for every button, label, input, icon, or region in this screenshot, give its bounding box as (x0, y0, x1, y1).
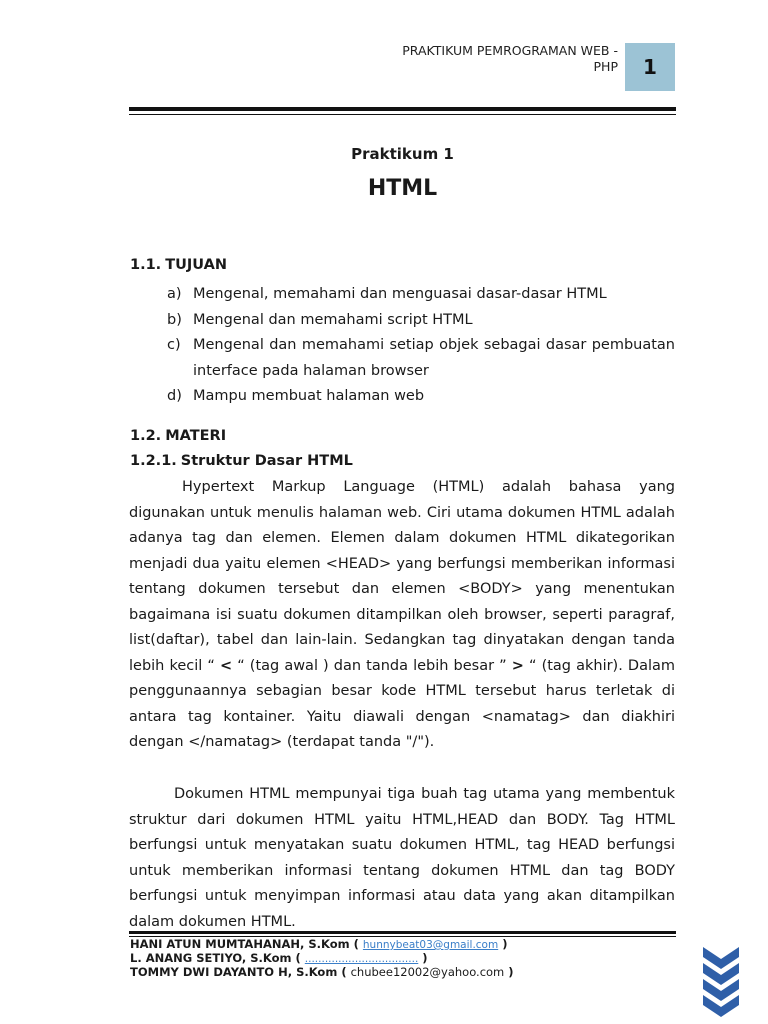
subsection-heading-struktur (130, 453, 353, 469)
author-close: ) (498, 937, 508, 951)
paragraph-text: Hypertext Markup Language (HTML) adalah bahasa yang digunakan untuk menulis halaman web. Ciri utama dokumen HTML adalah adanya tag dan elemen. Elemen dalam dokumen HTML dikategorikan menjadi dua yaitu elemen <HEAD> yang berfungsi memberikan informasi tentang dokumen tersebut dan elemen <BODY> yang menentukan bagaimana isi suatu dokumen ditampilkan oleh browser, seperti paragraf, list(daftar), tabel dan lain-lain. Sedangkan tag dinyatakan dengan tanda lebih kecil “ (129, 479, 675, 674)
author-close: ) (418, 951, 428, 965)
subsection-number: 1.2.1. (130, 453, 177, 469)
list-item-text: Mampu membuat halaman web (193, 388, 425, 404)
author-close: ) (504, 965, 514, 979)
list-item (167, 282, 675, 308)
paragraph-text: “ (tag awal ) dan tanda lebih besar ” (232, 657, 512, 674)
header-rule-thick (129, 107, 676, 111)
list-item-text: Mengenal dan memahami setiap objek sebagai dasar pembuatan interface pada halaman browser (193, 337, 675, 379)
header-rule-thin (129, 114, 676, 115)
author-email: chubee12002@yahoo.com (350, 965, 505, 979)
section-heading-tujuan (130, 257, 227, 273)
document-title: HTML (367, 176, 438, 201)
less-than-symbol: < (219, 657, 233, 674)
author-name: HANI ATUN MUMTAHANAH, S.Kom ( (130, 937, 359, 951)
chevron-down-decoration-icon (703, 947, 739, 1023)
footer-rule-thick (129, 931, 676, 934)
list-marker: b) (167, 311, 182, 328)
author-name: L. ANANG SETIYO, S.Kom ( (130, 951, 301, 965)
author-line (130, 966, 514, 979)
list-item (167, 308, 675, 334)
running-header-line-2: PHP (593, 59, 618, 74)
paragraph-html-intro (129, 475, 675, 756)
page-number: 1 (643, 55, 657, 79)
section-number: 1.2. (130, 428, 162, 444)
author-footer (130, 938, 514, 979)
running-header-line-1: PRAKTIKUM PEMROGRAMAN WEB - (402, 43, 618, 58)
list-item-text: Mengenal dan memahami script HTML (193, 311, 473, 328)
author-email-link[interactable]: .................................. (304, 953, 419, 965)
author-name: TOMMY DWI DAYANTO H, S.Kom ( (130, 965, 347, 979)
section-heading-materi (130, 428, 226, 444)
list-marker: c) (167, 337, 181, 353)
document-subtitle: Praktikum 1 (351, 145, 454, 163)
list-marker: a) (167, 286, 182, 302)
page-number-box (625, 43, 675, 91)
section-title: TUJUAN (165, 257, 227, 273)
section-number: 1.1. (130, 257, 162, 273)
paragraph-text: “ (tag akhir). Dalam penggunaannya sebagian besar kode HTML tersebut harus terletak di antara tag kontainer. Yaitu diawali dengan <namatag> dan diakhiri dengan </namatag> (terdapat tanda "/"). (129, 657, 675, 750)
list-item-text: Mengenal, memahami dan menguasai dasar-dasar HTML (193, 286, 607, 302)
author-email-link[interactable]: hunnybeat03@gmail.com (362, 939, 499, 951)
list-item (167, 384, 675, 410)
paragraph-text: Dokumen HTML mempunyai tiga buah tag utama yang membentuk struktur dari dokumen HTML yaitu HTML,HEAD dan BODY. Tag HTML berfungsi untuk menyatakan suatu dokumen HTML, tag HEAD berfungsi untuk memberikan informasi tentang dokumen HTML dan tag BODY berfungsi untuk menyimpan informasi atau data yang akan ditampilkan dalam dokumen HTML. (129, 786, 675, 930)
running-header (330, 43, 618, 75)
author-line (130, 952, 514, 966)
subsection-title: Struktur Dasar HTML (180, 453, 353, 469)
section-title: MATERI (165, 428, 227, 444)
objectives-list (167, 282, 675, 410)
paragraph-html-structure (129, 782, 675, 935)
list-marker: d) (167, 388, 182, 404)
author-line (130, 938, 514, 952)
greater-than-symbol: > (511, 657, 524, 674)
list-item (167, 333, 675, 384)
